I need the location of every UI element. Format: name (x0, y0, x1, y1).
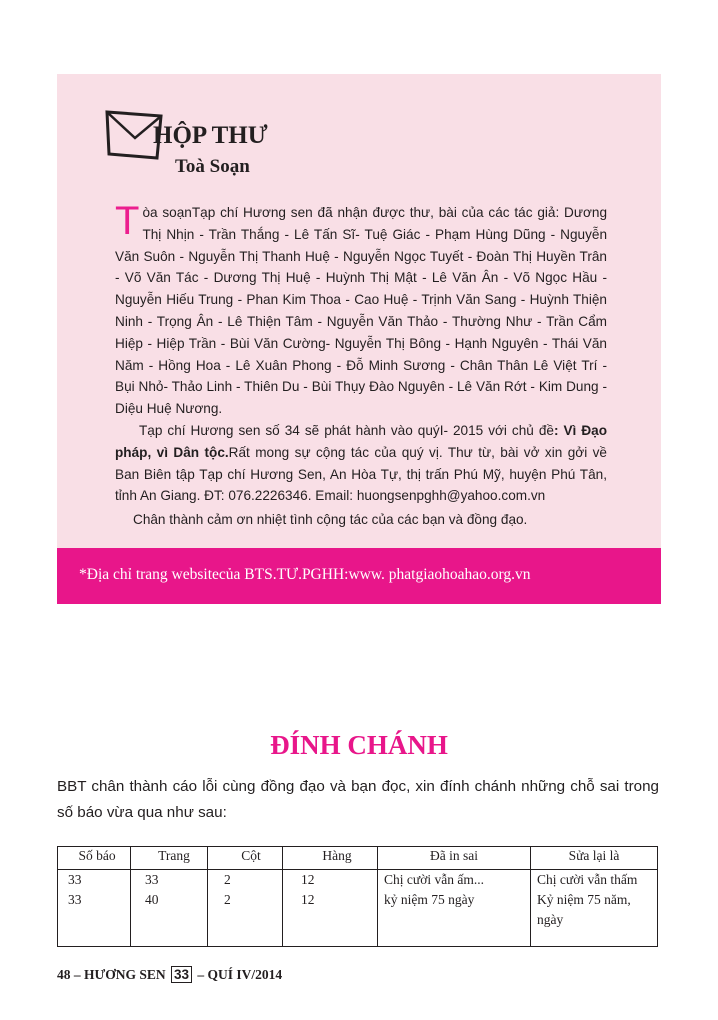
cell-text: kỷ niệm 75 ngày (384, 892, 475, 907)
header-so-bao: Số báo (58, 847, 131, 870)
footer-dash: – (73, 967, 81, 982)
mailbox-title: HỘP THƯ (153, 122, 268, 149)
header-sua-lai-la: Sửa lại là (531, 847, 658, 870)
cell-hang (283, 870, 378, 947)
issue-period: QUÍ IV/2014 (207, 967, 283, 982)
cell-text: 33 (68, 872, 82, 887)
cell-text: 12 (301, 872, 315, 887)
header-trang: Trang (131, 847, 208, 870)
cell-text: Chị cười vẫn thấm (537, 872, 638, 887)
mailbox-panel (57, 74, 661, 604)
correction-title: ĐÍNH CHÁNH (270, 730, 448, 760)
table-header-row (58, 847, 658, 870)
header-hang: Hàng (283, 847, 378, 870)
cell-sua-lai-la (531, 870, 658, 947)
cell-text: Chị cười vẫn ấm... (384, 872, 484, 887)
page-number: 48 (57, 967, 71, 982)
page-footer (57, 966, 282, 983)
cell-trang (131, 870, 208, 947)
cell-text: 2 (224, 872, 231, 887)
letter-paragraph-1 (115, 199, 607, 420)
cell-text: Kỷ niệm 75 năm, ngày (537, 892, 631, 927)
cell-text: 40 (145, 892, 159, 907)
correction-body: BBT chân thành cáo lỗi cùng đồng đạo và bạn đọc, xin đính chánh những chỗ sai trong số báo vừa qua như sau: (57, 778, 659, 821)
header-da-in-sai: Đã in sai (378, 847, 531, 870)
website-note: *Địa chỉ trang websitecủa BTS.TƯ.PGHH:www. phatgiaohoahao.org.vn (79, 566, 531, 583)
footer-dash: – (197, 967, 205, 982)
issue-theme: : Vì Đạo pháp, vì Dân tộc. (115, 422, 607, 460)
cell-cot (208, 870, 283, 947)
letter-thanks: Chân thành cảm ơn nhiệt tình cộng tác của các bạn và đồng đạo. (133, 512, 528, 528)
correction-table (57, 846, 658, 947)
letter-text-2b: Rất mong sự cộng tác của quý vị. Thư từ, bài vở xin gởi về Ban Biên tập Tạp chí Hương Sen, An Hòa Tự, thị trấn Phú Mỹ, huyện Phú Tân, tỉnh An Giang. ĐT: 076.2226346. Email: huongsenpghh@yahoo.com.vn (115, 444, 607, 504)
header-cot: Cột (208, 847, 283, 870)
issue-number: 33 (171, 966, 192, 983)
cell-text: 2 (224, 892, 231, 907)
letter-paragraph-2 (115, 420, 607, 507)
table-row (58, 870, 658, 947)
cell-text: 12 (301, 892, 315, 907)
cell-da-in-sai (378, 870, 531, 947)
letter-text-1: òa soạnTạp chí Hương sen đã nhận được thư, bài của các tác giả: Dương Thị Nhịn - Trần Thắng - Lê Tấn Sĩ- Tuệ Giác - Phạm Hùng Dũng - Nguyễn Văn Suôn - Nguyễn Thị Thanh Huệ - Nguyễn Ngọc Tuyết - Đoàn Thị Huyền Trân - Võ Văn Tác - Dương Thị Huệ - Huỳnh Thị Mật - Lê Văn Ân - Võ Ngọc Hầu - Nguyễn Hiếu Trung - Phan Kim Thoa - Cao Huệ - Trịnh Văn Sang - Huỳnh Thiện Ninh - Trọng Ân - Lê Thiện Tâm - Nguyễn Văn Thảo - Thường Như - Trần Cẩm Hiệp - Hiệp Trần - Bùi Văn Cường- Nguyễn Thị Bông - Hạnh Nguyên - Thái Văn Năm - Hồng Hoa - Lê Xuân Phong - Đỗ Minh Sương - Chân Thân Lê Việt Trí - Bụi Nhỏ- Thảo Linh - Thiên Du - Bùi Thụy Đào Nguyên - Lê Văn Rớt - Kim Dung - Diệu Huệ Nương. (115, 205, 607, 417)
cell-so-bao (58, 870, 131, 947)
mailbox-letter (115, 199, 607, 531)
mailbox-subtitle: Toà Soạn (175, 156, 250, 177)
cell-text: 33 (68, 892, 82, 907)
drop-cap: T (115, 199, 140, 243)
cell-text: 33 (145, 872, 159, 887)
website-band (57, 548, 661, 604)
letter-text-2a: Tạp chí Hương sen số 34 sẽ phát hành vào quýI- 2015 với chủ đề (139, 422, 554, 438)
magazine-name: HƯƠNG SEN (84, 967, 166, 982)
